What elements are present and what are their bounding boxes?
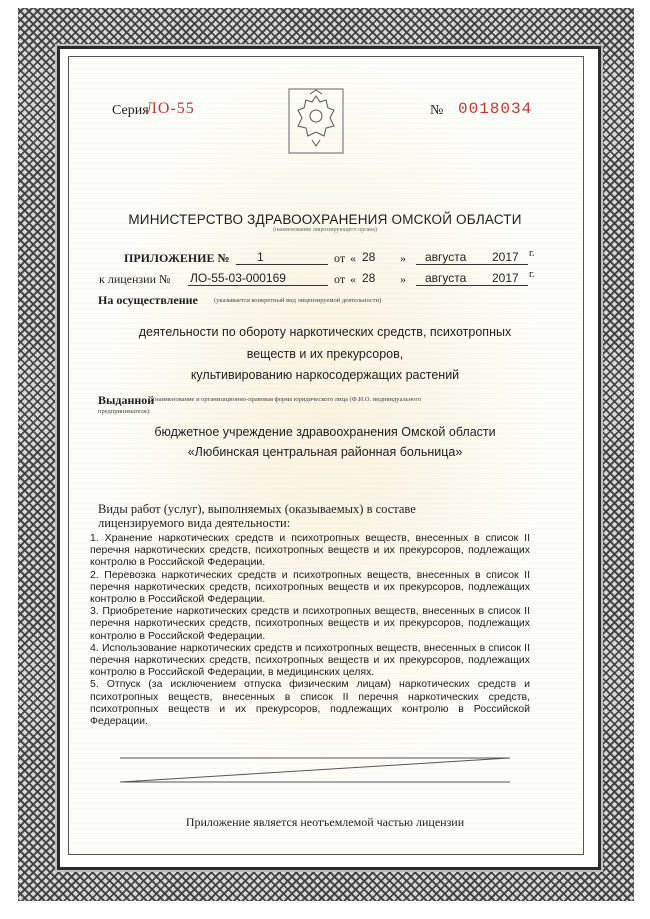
work-item-2: 2. Перевозка наркотических средств и психотропных веществ, внесенных в список II перечня наркотических средств, психотропных веществ и их прекурсоров, подлежащих контролю в Российской Федерации. bbox=[90, 568, 530, 606]
activity-label: На осуществление bbox=[98, 293, 198, 307]
license-number: ЛО-55-03-000169 bbox=[190, 271, 286, 285]
license-quote-close: » bbox=[400, 272, 406, 286]
series-value: ЛО-55 bbox=[146, 100, 195, 117]
appendix-day: 28 bbox=[362, 250, 376, 264]
activity-note: (указывается конкретный вид лицензируемой деятельности) bbox=[214, 297, 382, 304]
appendix-footer: Приложение является неотъемлемой частью лицензии bbox=[185, 815, 465, 829]
issued-note-1: (наименование и организационно-правовая форма юридического лица (Ф.И.О. индивидуального bbox=[153, 396, 422, 403]
appendix-year-suffix: г. bbox=[529, 248, 535, 259]
appendix-month: августа bbox=[425, 250, 467, 264]
appendix-number-line bbox=[236, 264, 328, 265]
works-list bbox=[90, 532, 530, 727]
work-item-4: 4. Использование наркотических средств и психотропных веществ, внесенных в список II перечня наркотических средств, психотропных веществ и их прекурсоров, подлежащих контролю в Российской Федерации, в медицинских целях. bbox=[90, 641, 530, 679]
holder-name-line-2: «Любинская центральная районная больница» bbox=[187, 445, 463, 459]
issued-label: Выданной bbox=[98, 393, 155, 407]
license-label: к лицензии № bbox=[99, 272, 171, 286]
holder-name-line-1: бюджетное учреждение здравоохранения Омской области bbox=[154, 425, 496, 439]
works-heading-1: Виды работ (услуг), выполняемых (оказываемых) в составе bbox=[98, 502, 416, 516]
licensing-organ-name: МИНИСТЕРСТВО ЗДРАВООХРАНЕНИЯ ОМСКОЙ ОБЛАСТИ bbox=[128, 212, 522, 227]
work-item-5: 5. Отпуск (за исключением отпуска физическим лицам) наркотических средств и психотропных веществ, внесенных в список II перечня наркотических средств, психотропных веществ и их прекурсоров, подлежащих контролю в Российской Федерации. bbox=[90, 678, 530, 728]
appendix-date-line bbox=[416, 264, 528, 265]
appendix-from: от bbox=[334, 251, 346, 265]
appendix-label: ПРИЛОЖЕНИЕ № bbox=[124, 251, 230, 265]
number-label: № bbox=[430, 103, 444, 118]
series-label: Серия bbox=[112, 103, 149, 118]
activity-line-2: веществ и их прекурсоров, bbox=[246, 347, 404, 361]
license-day: 28 bbox=[362, 271, 376, 285]
license-quote-open: « bbox=[350, 272, 356, 286]
licensing-organ-note: (наименование лицензирующего органа) bbox=[272, 227, 378, 233]
issued-note-2: предпринимателя): bbox=[98, 408, 151, 415]
license-year: 2017 bbox=[492, 271, 519, 285]
appendix-quote-open: « bbox=[350, 251, 356, 265]
number-value: 0018034 bbox=[458, 100, 533, 118]
activity-line-1: деятельности по обороту наркотических средств, психотропных bbox=[138, 325, 512, 339]
license-from: от bbox=[334, 272, 346, 286]
coat-of-arms-icon bbox=[288, 88, 344, 154]
works-heading-2: лицензируемого вида деятельности: bbox=[98, 516, 291, 530]
cancellation-lines bbox=[120, 752, 512, 788]
activity-line-3: культивированию наркосодержащих растений bbox=[190, 368, 460, 382]
appendix-quote-close: » bbox=[400, 251, 406, 265]
license-number-line bbox=[188, 285, 328, 286]
license-date-line bbox=[416, 285, 528, 286]
appendix-number: 1 bbox=[257, 250, 264, 264]
work-item-3: 3. Приобретение наркотических средств и психотропных веществ, внесенных в список II перечня наркотических средств, психотропных веществ и их прекурсоров, подлежащих контролю в Российской Федерации. bbox=[90, 605, 530, 642]
work-item-1: 1. Хранение наркотических средств и психотропных веществ, внесенных в список II перечня наркотических средств, психотропных веществ и их прекурсоров, подлежащих контролю в Российской Федерации. bbox=[90, 532, 530, 569]
license-month: августа bbox=[425, 271, 467, 285]
license-year-suffix: г. bbox=[529, 269, 535, 280]
appendix-year: 2017 bbox=[492, 250, 519, 264]
